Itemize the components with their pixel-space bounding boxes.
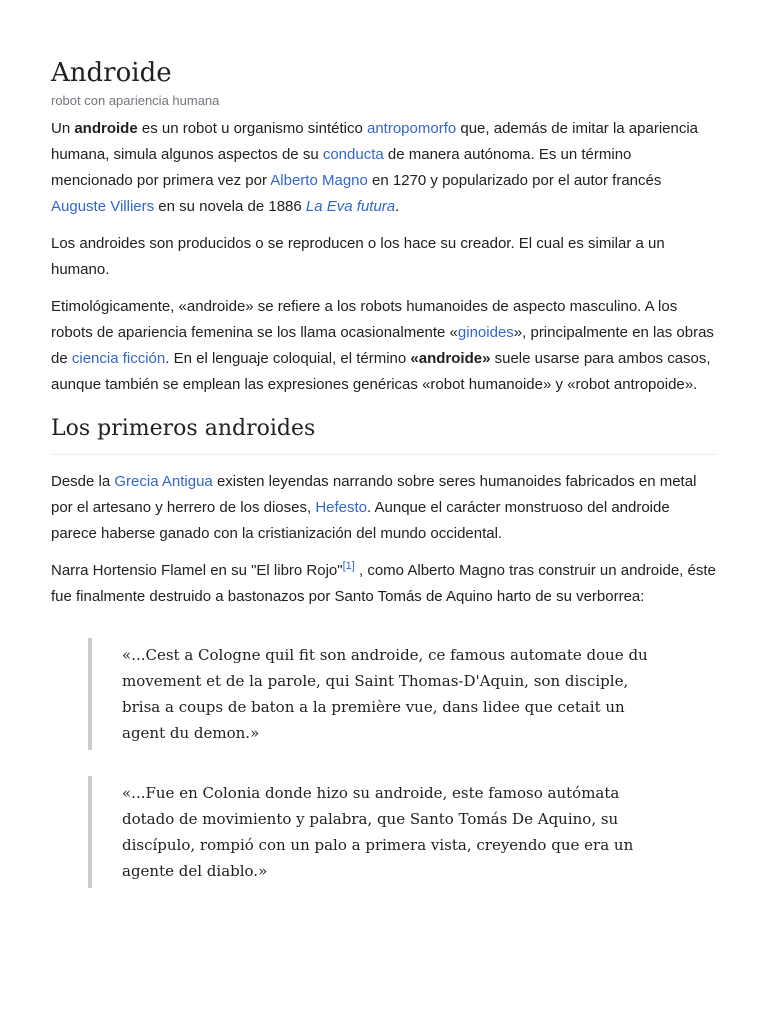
text: existen leyendas narrando sobre seres humanoides fabricados en metal por el artesano y herrero de los dioses,: [51, 473, 697, 516]
link-antropomorfo[interactable]: antropomorfo: [366, 120, 457, 137]
section-paragraph-1: [51, 469, 717, 547]
text: .: [395, 198, 400, 215]
intro-paragraph: [51, 116, 717, 220]
text: que, además de imitar la apariencia humana, simula algunos aspectos de su: [51, 120, 699, 163]
text: , como Alberto Magno tras construir un androide, éste fue finalmente destruido a bastonazos por Santo Tomás de Aquino harto de su verborrea:: [51, 562, 716, 605]
link-alberto-magno[interactable]: Alberto Magno: [270, 172, 368, 189]
page-subtitle: robot con apariencia humana: [51, 93, 220, 108]
text: Desde la: [51, 473, 115, 490]
text: en su novela de 1886: [154, 198, 306, 215]
link-la-eva-futura[interactable]: [306, 198, 395, 215]
bold-term: androide: [74, 120, 138, 137]
text: . En el lenguaje coloquial, el término: [165, 350, 411, 367]
reference-link[interactable]: [1]: [342, 560, 355, 572]
link-hefesto[interactable]: Hefesto: [315, 499, 368, 516]
text: . Aunque el carácter monstruoso del androide parece haberse ganado con la cristianización del mundo occidental.: [51, 499, 670, 542]
bold-term: «androide»: [410, 350, 491, 367]
text: Narra Hortensio Flamel en su "El libro Rojo": [51, 562, 343, 579]
blockquote-spanish: «...Fue en Colonia donde hizo su androide, este famoso autómata dotado de movimiento y palabra, que Santo Tomás De Aquino, su discípulo, rompió con un palo a primera vista, creyendo que era un agente del diablo.»: [88, 776, 662, 888]
text: Etimológicamente, «androide» se refiere a los robots humanoides de aspecto masculino. A los robots de apariencia femenina se los llama ocasionalmente «: [51, 298, 678, 341]
text: Un: [51, 120, 75, 137]
paragraph-2: Los androides son producidos o se reproducen o los hace su creador. El cual es similar a un humano.: [51, 235, 665, 278]
link-ciencia-ficcion[interactable]: ciencia ficción: [71, 350, 166, 367]
text: en 1270 y popularizado por el autor francés: [367, 172, 662, 189]
italic-title: La Eva futura: [305, 198, 396, 215]
link-ginoides[interactable]: ginoides: [457, 324, 514, 341]
section-paragraph-2: [51, 558, 717, 610]
text: de manera autónoma. Es un término mencionado por primera vez por: [51, 146, 632, 189]
text: suele usarse para ambos casos, aunque también se emplean las expresiones genéricas «robot humanoide» y «robot antropoide».: [51, 350, 711, 393]
link-conducta[interactable]: conducta: [322, 146, 384, 163]
paragraph-3: [51, 294, 717, 398]
section-heading: Los primeros androides: [51, 414, 717, 455]
text: es un robot u organismo sintético: [137, 120, 367, 137]
page-title: Androide: [51, 58, 172, 88]
blockquote-french: «...Cest a Cologne quil fit son androide, ce famous automate doue du movement et de la parole, qui Saint Thomas-D'Aquin, son disciple, brisa a coups de baton a la première vue, dans lidee que cetait un agent du demon.»: [88, 638, 662, 750]
link-grecia-antigua[interactable]: Grecia Antigua: [114, 473, 213, 490]
text: », principalmente en las obras de: [51, 324, 714, 367]
link-auguste-villiers[interactable]: Auguste Villiers: [51, 198, 155, 215]
